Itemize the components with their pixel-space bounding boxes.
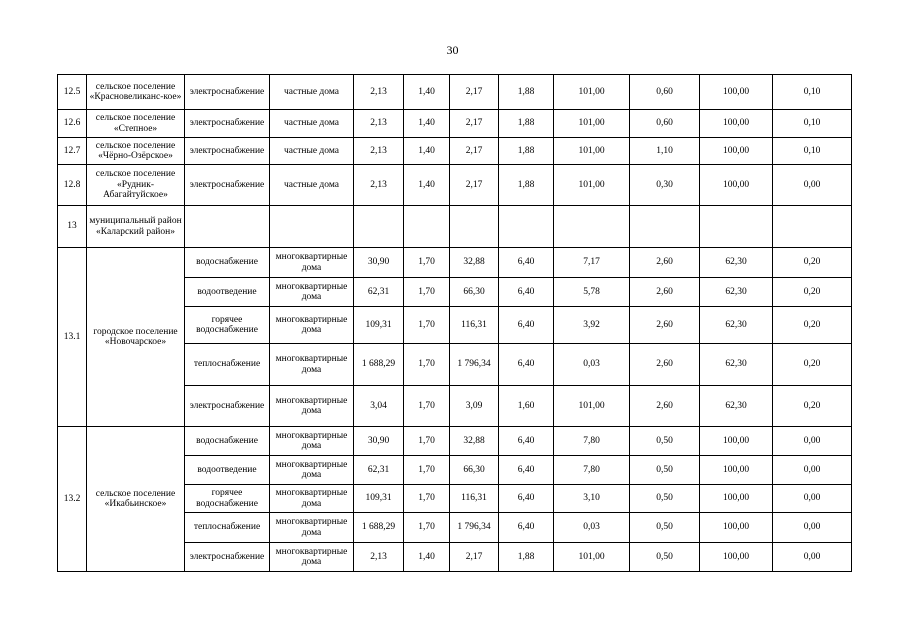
service-type: водоотведение bbox=[185, 456, 270, 485]
value-cell: 0,50 bbox=[630, 543, 700, 572]
value-cell: 2,60 bbox=[630, 307, 700, 344]
value-cell: 0,10 bbox=[773, 75, 852, 110]
value-cell: 101,00 bbox=[554, 110, 630, 138]
value-cell: 1,60 bbox=[499, 386, 554, 427]
row-number: 13 bbox=[58, 206, 87, 248]
settlement-name: сельское поселение «Икабьинское» bbox=[87, 427, 185, 572]
value-cell: 100,00 bbox=[700, 110, 773, 138]
value-cell: 0,20 bbox=[773, 248, 852, 278]
value-cell: 66,30 bbox=[450, 278, 499, 307]
value-cell: 62,31 bbox=[354, 456, 404, 485]
value-cell: 6,40 bbox=[499, 248, 554, 278]
empty-cell bbox=[630, 206, 700, 248]
value-cell: 6,40 bbox=[499, 427, 554, 456]
value-cell: 62,31 bbox=[354, 278, 404, 307]
settlement-name: сельское поселение «Степное» bbox=[87, 110, 185, 138]
service-type: водоснабжение bbox=[185, 427, 270, 456]
value-cell: 0,60 bbox=[630, 75, 700, 110]
value-cell: 100,00 bbox=[700, 165, 773, 206]
value-cell: 3,92 bbox=[554, 307, 630, 344]
value-cell: 0,00 bbox=[773, 165, 852, 206]
settlement-name: сельское поселение «Рудник-Абагайтуйское» bbox=[87, 165, 185, 206]
empty-cell bbox=[450, 206, 499, 248]
value-cell: 100,00 bbox=[700, 456, 773, 485]
value-cell: 0,03 bbox=[554, 513, 630, 543]
value-cell: 0,00 bbox=[773, 543, 852, 572]
value-cell: 1,88 bbox=[499, 165, 554, 206]
value-cell: 1 796,34 bbox=[450, 513, 499, 543]
value-cell: 2,60 bbox=[630, 248, 700, 278]
value-cell: 2,13 bbox=[354, 75, 404, 110]
housing-type: многоквартирные дома bbox=[270, 248, 354, 278]
value-cell: 1,88 bbox=[499, 138, 554, 165]
value-cell: 0,50 bbox=[630, 427, 700, 456]
table-row bbox=[58, 138, 852, 165]
housing-type: многоквартирные дома bbox=[270, 543, 354, 572]
value-cell: 1,88 bbox=[499, 110, 554, 138]
value-cell: 1,70 bbox=[404, 386, 450, 427]
value-cell: 0,30 bbox=[630, 165, 700, 206]
value-cell: 1,70 bbox=[404, 456, 450, 485]
value-cell: 6,40 bbox=[499, 513, 554, 543]
value-cell: 1,70 bbox=[404, 248, 450, 278]
housing-type: многоквартирные дома bbox=[270, 386, 354, 427]
table-row bbox=[58, 75, 852, 110]
value-cell: 1,70 bbox=[404, 307, 450, 344]
value-cell: 0,10 bbox=[773, 138, 852, 165]
housing-type: многоквартирные дома bbox=[270, 307, 354, 344]
housing-type: многоквартирные дома bbox=[270, 485, 354, 513]
value-cell: 6,40 bbox=[499, 278, 554, 307]
service-type: горячее водоснабжение bbox=[185, 485, 270, 513]
value-cell: 2,17 bbox=[450, 75, 499, 110]
service-type: водоснабжение bbox=[185, 248, 270, 278]
district-name: муниципальный район «Каларский район» bbox=[87, 206, 185, 248]
value-cell: 1,40 bbox=[404, 75, 450, 110]
value-cell: 1,40 bbox=[404, 138, 450, 165]
service-type: электроснабжение bbox=[185, 110, 270, 138]
value-cell: 0,00 bbox=[773, 427, 852, 456]
value-cell: 1,40 bbox=[404, 543, 450, 572]
value-cell: 30,90 bbox=[354, 248, 404, 278]
table-row bbox=[58, 110, 852, 138]
value-cell: 116,31 bbox=[450, 485, 499, 513]
row-number: 13.1 bbox=[58, 248, 87, 427]
housing-type: частные дома bbox=[270, 138, 354, 165]
housing-type: многоквартирные дома bbox=[270, 513, 354, 543]
table-row bbox=[58, 165, 852, 206]
value-cell: 109,31 bbox=[354, 485, 404, 513]
empty-cell bbox=[404, 206, 450, 248]
value-cell: 0,00 bbox=[773, 513, 852, 543]
district-row bbox=[58, 206, 852, 248]
value-cell: 62,30 bbox=[700, 248, 773, 278]
service-type: теплоснабжение bbox=[185, 344, 270, 386]
empty-cell bbox=[270, 206, 354, 248]
empty-cell bbox=[773, 206, 852, 248]
row-number: 12.5 bbox=[58, 75, 87, 110]
value-cell: 1,88 bbox=[499, 543, 554, 572]
empty-cell bbox=[499, 206, 554, 248]
value-cell: 0,50 bbox=[630, 456, 700, 485]
value-cell: 1,70 bbox=[404, 513, 450, 543]
value-cell: 62,30 bbox=[700, 307, 773, 344]
empty-cell bbox=[554, 206, 630, 248]
value-cell: 32,88 bbox=[450, 248, 499, 278]
value-cell: 1,40 bbox=[404, 110, 450, 138]
value-cell: 2,60 bbox=[630, 386, 700, 427]
service-type: водоотведение bbox=[185, 278, 270, 307]
settlement-name: городское поселение «Новочарское» bbox=[87, 248, 185, 427]
value-cell: 0,20 bbox=[773, 344, 852, 386]
value-cell: 2,13 bbox=[354, 110, 404, 138]
value-cell: 5,78 bbox=[554, 278, 630, 307]
value-cell: 100,00 bbox=[700, 427, 773, 456]
row-number: 13.2 bbox=[58, 427, 87, 572]
value-cell: 0,20 bbox=[773, 278, 852, 307]
housing-type: многоквартирные дома bbox=[270, 427, 354, 456]
value-cell: 62,30 bbox=[700, 278, 773, 307]
housing-type: частные дома bbox=[270, 75, 354, 110]
table-row bbox=[58, 248, 852, 278]
housing-type: частные дома bbox=[270, 165, 354, 206]
value-cell: 116,31 bbox=[450, 307, 499, 344]
value-cell: 2,13 bbox=[354, 543, 404, 572]
value-cell: 1 796,34 bbox=[450, 344, 499, 386]
empty-cell bbox=[185, 206, 270, 248]
value-cell: 7,80 bbox=[554, 427, 630, 456]
service-type: теплоснабжение bbox=[185, 513, 270, 543]
value-cell: 3,04 bbox=[354, 386, 404, 427]
value-cell: 6,40 bbox=[499, 456, 554, 485]
housing-type: многоквартирные дома bbox=[270, 456, 354, 485]
housing-type: частные дома bbox=[270, 110, 354, 138]
value-cell: 100,00 bbox=[700, 75, 773, 110]
value-cell: 6,40 bbox=[499, 344, 554, 386]
value-cell: 100,00 bbox=[700, 513, 773, 543]
value-cell: 0,03 bbox=[554, 344, 630, 386]
tariff-table bbox=[57, 74, 852, 572]
value-cell: 1 688,29 bbox=[354, 513, 404, 543]
value-cell: 109,31 bbox=[354, 307, 404, 344]
service-type: электроснабжение bbox=[185, 75, 270, 110]
value-cell: 101,00 bbox=[554, 543, 630, 572]
value-cell: 0,10 bbox=[773, 110, 852, 138]
value-cell: 1,70 bbox=[404, 427, 450, 456]
value-cell: 2,17 bbox=[450, 165, 499, 206]
service-type: горячее водоснабжение bbox=[185, 307, 270, 344]
table-row bbox=[58, 427, 852, 456]
service-type: электроснабжение bbox=[185, 543, 270, 572]
value-cell: 0,50 bbox=[630, 485, 700, 513]
row-number: 12.7 bbox=[58, 138, 87, 165]
value-cell: 7,17 bbox=[554, 248, 630, 278]
value-cell: 1,88 bbox=[499, 75, 554, 110]
page-number: 30 bbox=[446, 43, 459, 57]
value-cell: 62,30 bbox=[700, 344, 773, 386]
value-cell: 100,00 bbox=[700, 485, 773, 513]
value-cell: 1 688,29 bbox=[354, 344, 404, 386]
value-cell: 2,60 bbox=[630, 344, 700, 386]
value-cell: 2,60 bbox=[630, 278, 700, 307]
empty-cell bbox=[354, 206, 404, 248]
housing-type: многоквартирные дома bbox=[270, 344, 354, 386]
settlement-name: сельское поселение «Красновеликанс-кое» bbox=[87, 75, 185, 110]
value-cell: 100,00 bbox=[700, 543, 773, 572]
housing-type: многоквартирные дома bbox=[270, 278, 354, 307]
value-cell: 1,70 bbox=[404, 278, 450, 307]
value-cell: 100,00 bbox=[700, 138, 773, 165]
value-cell: 0,50 bbox=[630, 513, 700, 543]
value-cell: 101,00 bbox=[554, 138, 630, 165]
value-cell: 2,17 bbox=[450, 543, 499, 572]
value-cell: 101,00 bbox=[554, 165, 630, 206]
value-cell: 66,30 bbox=[450, 456, 499, 485]
value-cell: 101,00 bbox=[554, 75, 630, 110]
value-cell: 101,00 bbox=[554, 386, 630, 427]
value-cell: 0,20 bbox=[773, 386, 852, 427]
value-cell: 1,10 bbox=[630, 138, 700, 165]
value-cell: 1,70 bbox=[404, 344, 450, 386]
value-cell: 3,10 bbox=[554, 485, 630, 513]
value-cell: 2,13 bbox=[354, 138, 404, 165]
empty-cell bbox=[700, 206, 773, 248]
value-cell: 7,80 bbox=[554, 456, 630, 485]
value-cell: 2,17 bbox=[450, 110, 499, 138]
service-type: электроснабжение bbox=[185, 165, 270, 206]
service-type: электроснабжение bbox=[185, 386, 270, 427]
row-number: 12.6 bbox=[58, 110, 87, 138]
value-cell: 0,00 bbox=[773, 456, 852, 485]
service-type: электроснабжение bbox=[185, 138, 270, 165]
value-cell: 6,40 bbox=[499, 485, 554, 513]
value-cell: 3,09 bbox=[450, 386, 499, 427]
value-cell: 1,70 bbox=[404, 485, 450, 513]
row-number: 12.8 bbox=[58, 165, 87, 206]
value-cell: 0,00 bbox=[773, 485, 852, 513]
value-cell: 6,40 bbox=[499, 307, 554, 344]
value-cell: 2,13 bbox=[354, 165, 404, 206]
settlement-name: сельское поселение «Чёрно-Озёрское» bbox=[87, 138, 185, 165]
value-cell: 32,88 bbox=[450, 427, 499, 456]
value-cell: 1,40 bbox=[404, 165, 450, 206]
value-cell: 0,20 bbox=[773, 307, 852, 344]
value-cell: 0,60 bbox=[630, 110, 700, 138]
value-cell: 2,17 bbox=[450, 138, 499, 165]
value-cell: 30,90 bbox=[354, 427, 404, 456]
value-cell: 62,30 bbox=[700, 386, 773, 427]
